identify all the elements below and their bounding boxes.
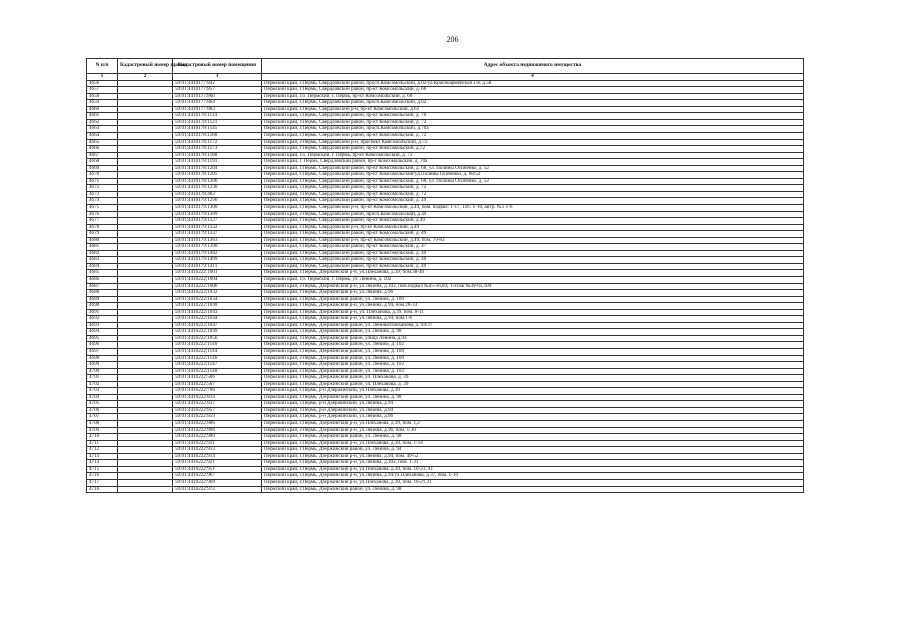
row-number: 4675 [87,204,118,211]
address-cell: Пермский край, г.Пермь, Дзержинский р-н, ул.Ленина, д.96 [262,290,804,297]
row-number: 4664 [87,132,118,139]
address-cell: Пермский край, г.Пермь, Дзержинский р-н, ул.Плеханова, д.39, пом. 1-14 [262,440,804,447]
premises-cadastral-cell: 59:01:4410222:913 [173,447,262,454]
row-number: 4706 [87,407,118,414]
premises-cadastral-cell: 59:01:4410222:1043 [173,309,262,316]
premises-cadastral-cell: 59:01:4410179:1337 [173,231,262,238]
address-cell: Пермский край, г.Пермь, Свердловский район, пр-кт Комсомольский, д. 49 [262,231,804,238]
address-cell: Пермский край, г.Пермь, Свердловский район, пр-кт Комсомольский, д. 49 [262,257,804,264]
header-index: 1 [87,74,118,81]
row-number: 4696 [87,342,118,349]
table-body [87,80,804,492]
premises-cadastral-cell: 59:01:4410177:860 [173,93,262,100]
row-number: 4671 [87,178,118,185]
row-number: 4670 [87,172,118,179]
premises-cadastral-cell: 59:01:4410222:886 [173,421,262,428]
address-cell: Пермский край, г.о. Пермский, г. Пермь, пр-кт Комсомольский, д. 66 [262,93,804,100]
address-cell: Пермский край, г.Пермь, Дзержинский район, ул. Ленина/Плеханова, д. 94/37 [262,322,804,329]
premises-cadastral-cell: 59:01:4410222:507 [173,381,262,388]
premises-cadastral-cell: 59:01:4410222:1146 [173,355,262,362]
premises-cadastral-cell: 59:01:4410222:859 [173,414,262,421]
row-number: 4703 [87,388,118,395]
address-cell: Пермский край, г.Пермь, Дзержинский район, ул. Плеханова, д. 39 [262,375,804,382]
address-cell: Пермский край, г.Пермь, Дзержинский р-н, ул.Ленина, д.94, пом. 49-52 [262,453,804,460]
address-cell: Пермский край, г.Пермь, Свердловский район, пр-кт Комсомольский, д.72 [262,146,804,153]
premises-cadastral-cell: 59:01:4410222:921 [173,460,262,467]
premises-cadastral-cell: 59:01:4410222:1047 [173,322,262,329]
address-cell: Пермский край, г.Пермь, р-н Дзержинский, ул.Ленина, д.96 [262,414,804,421]
premises-cadastral-cell: 59:01:4410222:1049 [173,329,262,336]
address-cell: Пермский край, г.Пермь, Дзержинский район, ул. Ленина, д. 100 [262,349,804,356]
row-number: 4660 [87,106,118,113]
premises-cadastral-cell: 59:01:4410222:911 [173,440,262,447]
premises-cadastral-cell: 59:01:4410222:814 [173,394,262,401]
premises-cadastral-cell: 59:01:4410178:1172 [173,139,262,146]
address-cell: Пермский край, г.Пермь, Дзержинский р-н, ул.Плеханова, д.39, пом. 1,2 [262,421,804,428]
premises-cadastral-cell: 59:01:4410179:1363 [173,237,262,244]
address-cell: Пермский край, г.Пермь, Свердловский район, пр-кт Комсомольский, д. 49 [262,198,804,205]
address-cell: Пермский край, г.о. Пермский, г. Пермь, ул. Ленина, д. 102 [262,277,804,284]
premises-cadastral-cell: 59:01:4410222:1032 [173,290,262,297]
address-cell: Пермский край, г.Пермь, Свердловский район, пр-кт Комсомольский, д. 47 [262,244,804,251]
premises-cadastral-cell: 59:01:4410177:864 [173,100,262,107]
premises-cadastral-cell: 59:01:4410222:967 [173,473,262,480]
premises-cadastral-cell: 59:01:4410222:1004 [173,277,262,284]
row-number: 4657 [87,87,118,94]
row-number: 4715 [87,466,118,473]
row-number: 4701 [87,375,118,382]
address-cell: Пермский край, г.Пермь, Дзержинский район, ул. Ленина, д. 100 [262,296,804,303]
row-number: 4684 [87,263,118,270]
address-cell: Пермский край, г.Пермь, Дзержинский район, ул. Ленина, д. 98 [262,329,804,336]
premises-cadastral-cell: 59:01:4410179:1296 [173,198,262,205]
row-number: 4681 [87,244,118,251]
address-cell: Пермский край, г.Пермь, Дзержинский р-н, ул.Ленина, д.94, пом.28-33 [262,303,804,310]
row-number: 4718 [87,486,118,493]
premises-cadastral-cell: 59:01:4410222:1006 [173,283,262,290]
premises-cadastral-cell: 59:01:4410222:1034 [173,296,262,303]
row-number: 4716 [87,473,118,480]
row-number: 4672 [87,185,118,192]
address-cell: Пермский край, г.Пермь, Дзержинский р-н, ул.Ленина, д.94/ул.Плеханова, д.37, пом. 1-10 [262,473,804,480]
address-cell: Пермский край, г.Пермь, Свердловский район, пр-кт Комсомольский, д.49 [262,218,804,225]
row-number: 4666 [87,146,118,153]
address-cell: Пермский край, г.Пермь, Дзержинский район, ул. Ленина, д. 94 [262,447,804,454]
premises-cadastral-cell: 59:01:4410177:883 [173,106,262,113]
premises-cadastral-cell: 59:01:4410222:900 [173,434,262,441]
address-cell: Пермский край, г.Пермь, р-н Дзержинский, ул.Плеханова, д.39 [262,388,804,395]
premises-cadastral-cell: 59:01:4410222:1140 [173,342,262,349]
premises-cadastral-cell: 59:01:4410178:482 [173,191,262,198]
address-cell: Пермский край, г.Пермь, Дзержинский район, ул. Ленина, д. 102 [262,368,804,375]
row-number: 4685 [87,270,118,277]
premises-cadastral-cell: 59:01:4410178:1230 [173,185,262,192]
row-number: 4712 [87,447,118,454]
row-number: 4662 [87,119,118,126]
row-number: 4659 [87,100,118,107]
address-cell: Пермский край, г.Пермь, Дзержинский р-н, ул.Плеханова, д.39, пом. 10-23, 41 [262,466,804,473]
premises-cadastral-cell: 59:01:4410222:1147 [173,362,262,369]
address-cell: Пермский край, г.Пермь, Свердловский район, просп.Комсомольский, д.70а [262,126,804,133]
row-number: 4682 [87,250,118,257]
row-number: 4707 [87,414,118,421]
premises-cadastral-cell: 59:01:4410178:1145 [173,126,262,133]
row-number: 4680 [87,237,118,244]
address-cell: Пермский край, г.Пермь, Свердловский район, пр-кт Комсомольский, д. 72 [262,119,804,126]
premises-cadastral-cell: 59:01:4410178:1191 [173,159,262,166]
row-number: 4667 [87,152,118,159]
address-cell: Пермский край, г.Пермь, Свердловский район, просп.Комсомольский, д.02/ул.Красноармейская 1-я, д.58 [262,80,804,87]
address-cell: Пермский край, г.Пермь, Свердловский р-н, пр-кт Комсомольский, д.62 [262,106,804,113]
premises-cadastral-cell: 59:01:4410179:1390 [173,244,262,251]
row-number: 4710 [87,434,118,441]
row-number: 4689 [87,296,118,303]
address-cell: Пермский край, г.Пермь, Свердловский район, пр-кт Комсомольский, д. 70 [262,113,804,120]
row-number: 4709 [87,427,118,434]
premises-cadastral-cell: 59:01:4410222:1144 [173,349,262,356]
premises-cadastral-cell: 59:01:4410178:1160 [173,132,262,139]
premises-cadastral-cell: 59:01:4410178:1188 [173,152,262,159]
premises-cadastral-cell: 59:01:4410222:1040 [173,303,262,310]
premises-cadastral-cell: 59:01:4410222:1148 [173,368,262,375]
address-cell: Пермский край, г.Пермь, Дзержинский район, ул. Ленина, д. 102 [262,342,804,349]
premises-cadastral-cell: 59:01:4410222:898 [173,427,262,434]
address-cell: Пермский край, г.Пермь, Свердловский район, пр-кт Комсомольский, д. 68, ул. Полины Осипенко, д. 52 [262,165,804,172]
row-number: 4668 [87,159,118,166]
address-cell: Пермский край, г.Пермь, Дзержинский р-н, ул. Плеханова, д.39, пом. 8-11 [262,309,804,316]
header-address: Адрес объекта недвижимого имущества [262,59,804,74]
row-number: 4692 [87,316,118,323]
address-cell: Пермский край, г.Пермь, р-н Дзержинский, ул.Ленина, д.94 [262,401,804,408]
row-number: 4663 [87,126,118,133]
header-building-cadastral: Кадастровый номер здания [118,59,173,74]
premises-cadastral-cell: 59:01:4410222:796 [173,388,262,395]
row-number: 4697 [87,349,118,356]
address-cell: Пермский край, г.Пермь, Дзержинский р-н, ул.Ленина, д.94, пом.1-6 [262,316,804,323]
premises-cadastral-cell: 59:01:4410179:1309 [173,211,262,218]
row-number: 4694 [87,329,118,336]
premises-cadastral-cell: 59:01:4410178:1173 [173,146,262,153]
premises-cadastral-cell: 59:01:4410222:1001 [173,270,262,277]
row-number: 4704 [87,394,118,401]
premises-cadastral-cell: 59:01:4410179:1327 [173,218,262,225]
premises-cadastral-cell: 59:01:4410179:1332 [173,224,262,231]
row-number: 4678 [87,224,118,231]
header-number: N п/п [87,59,118,74]
row-number: 4702 [87,381,118,388]
premises-cadastral-cell: 59:01:4410178:1205 [173,172,262,179]
row-number: 4686 [87,277,118,284]
premises-cadastral-cell: 59:01:4410222:951 [173,466,262,473]
row-number: 4674 [87,198,118,205]
address-cell: Пермский край, г.Пермь, Свердловский район, пр-кт Комсомольский, д. 49 [262,263,804,270]
address-cell: Пермский край, г.Пермь, Свердловский район, просп.Комсомольский, д.62 [262,100,804,107]
address-cell: Пермский край, г. Пермь, Свердловский район, пр-т Комсомольский, д. 70а [262,159,804,166]
premises-cadastral-cell: 59:01:4410222:972 [173,486,262,493]
address-cell: Пермский край, г.Пермь, Свердловский район, пр-кт Комсомольский, д. 68, ул. Полины Осипенко, д. 52 [262,178,804,185]
row-number: 4676 [87,211,118,218]
premises-cadastral-cell: 59:01:4410178:1206 [173,178,262,185]
premises-cadastral-cell: 59:01:4410222:1056 [173,335,262,342]
address-cell: Пермский край, г.Пермь, Дзержинский р-н, ул.Ленина, д.96, пом. 1-30 [262,427,804,434]
table-row [87,486,804,493]
header-index: 3 [173,74,262,81]
premises-cadastral-cell: 59:01:4410177:842 [173,80,262,87]
row-number: 4673 [87,191,118,198]
address-cell: Пермский край, г.Пермь, Свердловский район, пр-кт Комсомольский, д. 72 [262,132,804,139]
premises-cadastral-cell: 59:01:4410179:1411 [173,263,262,270]
row-number: 4699 [87,362,118,369]
row-number: 4711 [87,440,118,447]
property-registry-table [86,58,804,493]
address-cell: Пермский край, г.Пермь, Свердловский район, пр-кт Комсомольский, д. 72 [262,191,804,198]
row-number: 4690 [87,303,118,310]
premises-cadastral-cell: 59:01:4410179:1300 [173,204,262,211]
row-number: 4661 [87,113,118,120]
row-number: 4683 [87,257,118,264]
address-cell: Пермский край, г.Пермь, Дзержинский район, ул. Ленина, д. 98 [262,394,804,401]
premises-cadastral-cell: 59:01:4410179:1402 [173,250,262,257]
address-cell: Пермский край, г.Пермь, Свердловский р-н, пр-кт Комсомольский, д.49, пом. подвал: 1-17, 1эт.: 1-10, антр. №1 1-6 [262,204,804,211]
premises-cadastral-cell: 59:01:4410179:1409 [173,257,262,264]
address-cell: Пермский край, г.Пермь, Свердловский район, просп.Комсомольский, д.49 [262,211,804,218]
row-number: 4665 [87,139,118,146]
premises-cadastral-cell: 59:01:4410222:837 [173,401,262,408]
premises-cadastral-cell: 59:01:4410222:914 [173,453,262,460]
address-cell: Пермский край, г.Пермь, Дзержинский р-н, ул.Ленина, д.102, пом.подвал №45-56,83; 1-этаж №39-65,109 [262,283,804,290]
header-index: 2 [118,74,173,81]
row-number: 4705 [87,401,118,408]
address-cell: Пермский край, г.Пермь, Дзержинский район, ул. Ленина, д. 100 [262,355,804,362]
row-number: 4688 [87,290,118,297]
address-cell: Пермский край, г.Пермь, Дзержинский р-н, ул.Ленина, д.102, пом. 1-31 [262,460,804,467]
header-index: 4 [262,74,804,81]
row-number: 4698 [87,355,118,362]
premises-cadastral-cell: 59:01:4410178:1114 [173,113,262,120]
address-cell: Пермский край, г.Пермь, Дзержинский р-н, ул.Плеханова, д.39, пом. 16-21,31 [262,479,804,486]
address-cell: Пермский край, г.Пермь, Свердловский район, пр-кт Комсомольский, д. 66 [262,87,804,94]
row-number: 4656 [87,80,118,87]
address-cell: Пермский край, г.Пермь, Дзержинский район, ул. Ленина, д. 98 [262,434,804,441]
table-header [87,59,804,81]
row-number: 4717 [87,479,118,486]
address-cell: Пермский край, г.Пермь, Дзержинский р-н, ул.Плеханова, д.39, пом.38-40 [262,270,804,277]
row-number: 4669 [87,165,118,172]
address-cell: Пермский край, г.Пермь, Свердловский р-н, проспект Комсомольский, д.72 [262,139,804,146]
address-cell: Пермский край, г.Пермь, р-н Дзержинский, ул.Ленина, д.94 [262,407,804,414]
address-cell: Пермский край, г.о. Пермский, г. Пермь, пр-кт Комсомольский, д. 72 [262,152,804,159]
row-number: 4658 [87,93,118,100]
row-number: 4687 [87,283,118,290]
row-number: 4713 [87,453,118,460]
header-premises-cadastral: Кадастровый номер помещения [173,59,262,74]
row-number: 4679 [87,231,118,238]
address-cell: Пермский край, г.Пермь, Дзержинский район, ул. Ленина, д. 98 [262,486,804,493]
premises-cadastral-cell: 59:01:4410222:857 [173,407,262,414]
address-cell: Пермский край, г.Пермь, Свердловский район, пр-кт Комсомольский/ул.Полины Осипенко, д. 68/52 [262,172,804,179]
page-number: 206 [446,35,459,44]
row-number: 4700 [87,368,118,375]
premises-cadastral-cell: 59:01:4410177:857 [173,87,262,94]
premises-cadastral-cell: 59:01:4410222:968 [173,479,262,486]
premises-cadastral-cell: 59:01:4410178:1121 [173,119,262,126]
address-cell: Пермский край, г.Пермь, Свердловский р-н, пр-кт Комсомольский, д.49, пом. 79-83 [262,237,804,244]
premises-cadastral-cell: 59:01:4410222:506 [173,375,262,382]
address-cell: Пермский край, г.Пермь, Дзержинский район, улица Ленина, д.94 [262,335,804,342]
address-cell: Пермский край, г.Пермь, Дзержинский район, ул. Ленина, д. 102 [262,362,804,369]
row-number: 4695 [87,335,118,342]
address-cell: Пермский край, г.Пермь, Дзержинский район, ул. Плеханова, д. 39 [262,381,804,388]
row-number: 4708 [87,421,118,428]
address-cell: Пермский край, г.Пермь, Свердловский район, пр-кт Комсомольский, д. 49 [262,250,804,257]
premises-cadastral-cell: 59:01:4410178:1204 [173,165,262,172]
row-number: 4714 [87,460,118,467]
building-cadastral-cell [118,486,173,493]
address-cell: Пермский край, г.Пермь, Свердловский район, пр-кт Комсомольский, д. 72 [262,185,804,192]
address-cell: Пермский край, г.Пермь, Свердловский р-н, пр-кт Комсомольский, д.49 [262,224,804,231]
premises-cadastral-cell: 59:01:4410222:1044 [173,316,262,323]
row-number: 4691 [87,309,118,316]
row-number: 4677 [87,218,118,225]
row-number: 4693 [87,322,118,329]
